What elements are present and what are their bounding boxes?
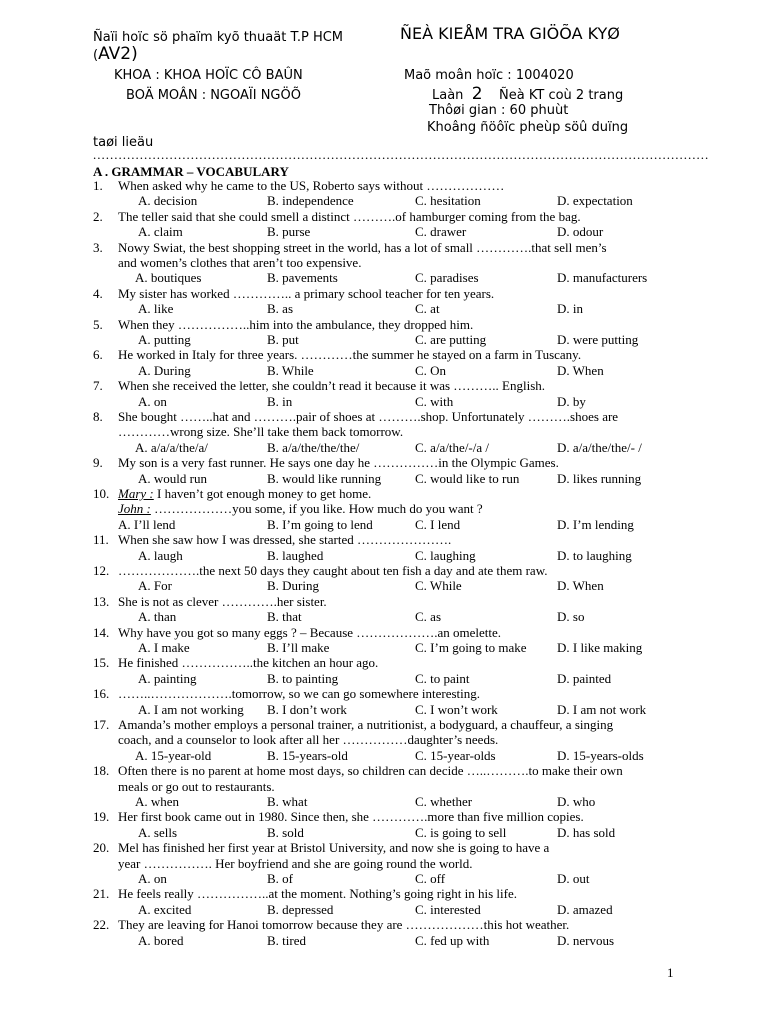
option-b[interactable]: B. I don’t work xyxy=(267,701,347,717)
option-a[interactable]: A. bored xyxy=(138,932,184,948)
option-d[interactable]: D. nervous xyxy=(557,932,615,948)
option-b[interactable]: B. depressed xyxy=(267,901,334,917)
question-text-cont: year ……………. Her boyfriend and she are going round the world. xyxy=(118,855,473,871)
option-b[interactable]: B. purse xyxy=(267,224,311,240)
option-a[interactable]: A. like xyxy=(138,301,174,317)
page-number: 1 xyxy=(667,965,674,980)
question-number: 3. xyxy=(93,239,103,255)
option-b[interactable]: B. in xyxy=(267,393,293,409)
question-text: ……………….the next 50 days they caught about ten fish a day and ate them raw. xyxy=(118,562,548,578)
question-18 xyxy=(93,763,683,809)
question-number: 15. xyxy=(93,655,110,671)
question-number: 16. xyxy=(93,686,110,702)
option-b[interactable]: B. that xyxy=(267,609,302,625)
options xyxy=(93,440,683,455)
option-a[interactable]: A. decision xyxy=(138,193,198,209)
option-b[interactable]: B. to painting xyxy=(267,670,339,686)
question-text: My son is a very fast runner. He says one day he ……………in the Olympic Games. xyxy=(118,455,559,471)
question-number: 5. xyxy=(93,316,103,332)
question-text: Often there is no parent at home most days, so children can decide …..……….to make their own xyxy=(118,763,623,779)
option-b[interactable]: B. laughed xyxy=(267,547,324,563)
option-c[interactable]: C. I’m going to make xyxy=(415,639,527,655)
option-b[interactable]: B. 15-years-old xyxy=(267,747,348,763)
question-text: Why have you got so many eggs ? – Because ……………….an omelette. xyxy=(118,624,502,640)
options xyxy=(93,871,683,886)
option-d[interactable]: D. were putting xyxy=(557,332,639,347)
faculty-label: KHOA : KHOA HOÏC CÔ BAÛN xyxy=(114,68,303,83)
option-a[interactable]: A. sells xyxy=(138,824,177,840)
options xyxy=(93,794,683,809)
course-code-value: AV2) xyxy=(98,44,138,64)
option-b[interactable]: B. tired xyxy=(267,932,306,948)
option-c[interactable]: C. off xyxy=(415,870,446,886)
option-d[interactable]: D. I like making xyxy=(557,639,643,655)
options xyxy=(93,640,683,655)
speaker-mary: Mary : xyxy=(118,485,154,501)
question-text: Mel has finished her first year at Bristol University, and now she is going to have a xyxy=(118,840,550,856)
option-a[interactable]: A. During xyxy=(138,362,191,378)
question-number: 4. xyxy=(93,285,103,301)
option-d[interactable]: D. to laughing xyxy=(557,547,632,563)
option-c[interactable]: C. drawer xyxy=(415,224,467,240)
option-a[interactable]: A. laugh xyxy=(138,547,183,563)
option-b[interactable]: B. independence xyxy=(267,193,354,209)
speaker-john: John : xyxy=(118,501,151,517)
question-10 xyxy=(93,486,683,532)
question-number: 12. xyxy=(93,562,110,578)
question-20 xyxy=(93,840,683,886)
option-a[interactable]: A. excited xyxy=(138,901,192,917)
question-number: 18. xyxy=(93,763,110,779)
option-d[interactable]: D. When xyxy=(557,578,604,594)
option-d[interactable]: D. out xyxy=(557,870,590,886)
subject-code: Maõ moân hoïc : 1004020 xyxy=(404,68,574,83)
question-number: 17. xyxy=(93,716,110,732)
option-a[interactable]: A. painting xyxy=(138,670,197,686)
question-number: 19. xyxy=(93,809,110,825)
dialogue-line: ………………you some, if you like. How much do you want ? xyxy=(150,501,483,517)
option-a[interactable]: A. 15-year-old xyxy=(135,747,212,763)
options xyxy=(93,224,683,239)
option-c[interactable]: C. 15-year-olds xyxy=(415,747,496,763)
question-number: 14. xyxy=(93,624,110,640)
option-c[interactable]: C. are putting xyxy=(415,332,487,347)
question-text: They are leaving for Hanoi tomorrow because they are ………………this hot weather. xyxy=(118,917,570,933)
options xyxy=(93,332,683,347)
question-15 xyxy=(93,655,683,686)
option-b[interactable]: B. of xyxy=(267,870,293,886)
question-4 xyxy=(93,286,683,317)
question-12 xyxy=(93,563,683,594)
options xyxy=(93,825,683,840)
question-text: Nowy Swiat, the best shopping street in the world, has a lot of small ………….that sell men’s xyxy=(118,239,607,255)
exam-pages: Ñeà KT coù 2 trang xyxy=(499,88,624,103)
option-d[interactable]: D. manufacturers xyxy=(557,270,648,286)
option-d[interactable]: D. so xyxy=(557,609,585,625)
option-d[interactable]: D. I’m lending xyxy=(557,516,634,532)
question-5 xyxy=(93,317,683,348)
question-17 xyxy=(93,717,683,763)
option-a[interactable]: A. I make xyxy=(138,639,190,655)
option-a[interactable]: A. I am not working xyxy=(138,701,244,717)
course-prefix: ( xyxy=(93,48,99,63)
question-text-cont: meals or go out to restaurants. xyxy=(118,778,275,794)
option-c[interactable]: C. interested xyxy=(415,901,481,917)
option-c[interactable]: C. paradises xyxy=(415,270,479,286)
options xyxy=(93,609,683,624)
option-b[interactable]: B. pavements xyxy=(267,270,338,286)
option-c[interactable]: C. On xyxy=(415,362,447,378)
option-d[interactable]: D. 15-years-olds xyxy=(557,747,644,763)
question-number: 6. xyxy=(93,347,103,363)
option-c[interactable]: C. I lend xyxy=(415,516,461,532)
question-text: I haven’t got enough money to get home. xyxy=(153,485,372,501)
option-a[interactable]: A. boutiques xyxy=(135,270,202,286)
option-c[interactable]: C. at xyxy=(415,301,440,317)
option-c[interactable]: C. whether xyxy=(415,793,473,809)
options xyxy=(93,471,683,486)
option-c[interactable]: C. hesitation xyxy=(415,193,481,209)
options xyxy=(93,548,683,563)
option-b[interactable]: B. I’m going to lend xyxy=(267,516,373,532)
option-c[interactable]: C. to paint xyxy=(415,670,470,686)
dotted-separator: ................................................................................................................................................. xyxy=(93,147,710,162)
question-9 xyxy=(93,455,683,486)
option-b[interactable]: B. put xyxy=(267,332,299,347)
option-b[interactable]: B. During xyxy=(267,578,319,594)
question-number: 22. xyxy=(93,917,110,933)
option-d[interactable]: D. has sold xyxy=(557,824,616,840)
question-text: He finished ……………..the kitchen an hour ago. xyxy=(118,655,379,671)
option-b[interactable]: B. would like running xyxy=(267,470,382,486)
options xyxy=(93,394,683,409)
question-number: 2. xyxy=(93,208,103,224)
option-b[interactable]: B. as xyxy=(267,301,293,317)
question-6 xyxy=(93,347,683,378)
option-c[interactable]: C. would like to run xyxy=(415,470,520,486)
question-16 xyxy=(93,686,683,717)
department-label: BOÄ MOÂN : NGOAÏI NGÖÕ xyxy=(126,88,301,103)
option-a[interactable]: A. I’ll lend xyxy=(118,516,176,532)
option-c[interactable]: C. fed up with xyxy=(415,932,490,948)
course-code xyxy=(93,46,138,64)
question-text-cont xyxy=(93,501,683,516)
question-13 xyxy=(93,594,683,625)
option-a[interactable]: A. putting xyxy=(138,332,191,347)
exam-title: ÑEÀ KIEÅM TRA GIÖÕA KYØ xyxy=(400,24,620,43)
option-c[interactable]: C. with xyxy=(415,393,454,409)
question-text: When she saw how I was dressed, she started …………………. xyxy=(118,532,452,548)
question-number: 20. xyxy=(93,840,110,856)
question-number: 21. xyxy=(93,886,110,902)
materials-note-cont: taøi lieäu xyxy=(93,135,154,150)
option-d[interactable]: D. When xyxy=(557,362,604,378)
exam-duration: Thôøi gian : 60 phuùt xyxy=(429,103,569,118)
question-text: He feels really ……………..at the moment. Nothing’s going right in his life. xyxy=(118,886,517,902)
options xyxy=(93,193,683,208)
question-text: Amanda’s mother employs a personal trainer, a nutritionist, a bodyguard, a chauffeur, a singing xyxy=(118,716,614,732)
section-title: A . GRAMMAR – VOCABULARY xyxy=(93,164,289,179)
question-text-cont: …………wrong size. She’ll take them back tomorrow. xyxy=(118,424,404,440)
options xyxy=(93,902,683,917)
question-3 xyxy=(93,240,683,286)
option-c[interactable]: C. a/a/the/-/a / xyxy=(415,439,490,455)
question-text: Her first book came out in 1980. Since then, she ………….more than five million copies. xyxy=(118,809,584,825)
question-19 xyxy=(93,809,683,840)
question-text: She bought ……..hat and ……….pair of shoes at ……….shop. Unfortunately ……….shoes are xyxy=(118,408,619,424)
question-text: When asked why he came to the US, Roberto says without ……………… xyxy=(118,178,505,193)
options xyxy=(93,301,683,316)
options xyxy=(93,933,683,948)
option-d[interactable]: D. amazed xyxy=(557,901,613,917)
option-b[interactable]: B. While xyxy=(267,362,314,378)
materials-note: Khoâng ñöôïc pheùp söû duïng xyxy=(427,120,629,135)
option-a[interactable]: A. than xyxy=(138,609,177,625)
question-list xyxy=(93,178,683,948)
question-1 xyxy=(93,178,683,209)
question-text: The teller said that she could smell a distinct ……….of hamburger coming from the bag. xyxy=(118,208,581,224)
options xyxy=(93,578,683,593)
option-c[interactable]: C. I won’t work xyxy=(415,701,498,717)
question-21 xyxy=(93,886,683,917)
option-d[interactable]: D. a/a/the/the/- / xyxy=(557,439,642,455)
option-a[interactable]: A. claim xyxy=(138,224,183,240)
question-number: 10. xyxy=(93,485,110,501)
option-a[interactable]: A. on xyxy=(138,870,167,886)
options xyxy=(93,270,683,285)
option-d[interactable]: D. expectation xyxy=(557,193,633,209)
option-b[interactable]: B. a/a/the/the/the/ xyxy=(267,439,360,455)
question-number: 13. xyxy=(93,593,110,609)
school-name: Ñaïi hoïc sö phaïm kyõ thuaät T.P HCM xyxy=(93,30,344,45)
attempt-label: Laàn xyxy=(432,88,464,103)
option-d[interactable]: D. painted xyxy=(557,670,612,686)
option-c[interactable]: C. is going to sell xyxy=(415,824,507,840)
question-2 xyxy=(93,209,683,240)
option-d[interactable]: D. likes running xyxy=(557,470,642,486)
question-text: My sister has worked ………….. a primary school teacher for ten years. xyxy=(118,285,495,301)
question-number: 7. xyxy=(93,378,103,394)
option-a[interactable]: A. when xyxy=(135,793,180,809)
question-text: ……..……………….tomorrow, so we can go somewhere interesting. xyxy=(118,686,481,702)
options xyxy=(93,748,683,763)
options xyxy=(93,671,683,686)
options xyxy=(93,517,683,532)
option-b[interactable]: B. what xyxy=(267,793,308,809)
options xyxy=(93,363,683,378)
question-number: 11. xyxy=(93,532,109,548)
option-b[interactable]: B. I’ll make xyxy=(267,639,330,655)
question-text: When she received the letter, she couldn’t read it because it was ……….. English. xyxy=(118,378,546,394)
option-d[interactable]: D. in xyxy=(557,301,583,317)
option-c[interactable]: C. laughing xyxy=(415,547,476,563)
question-text-cont: and women’s clothes that aren’t too expensive. xyxy=(118,255,362,270)
question-text: He worked in Italy for three years. …………the summer he stayed on a farm in Tuscany. xyxy=(118,347,582,363)
question-text: She is not as clever ………….her sister. xyxy=(118,593,327,609)
question-number: 9. xyxy=(93,455,103,471)
option-a[interactable]: A. on xyxy=(138,393,167,409)
option-a[interactable]: A. would run xyxy=(138,470,207,486)
option-b[interactable]: B. sold xyxy=(267,824,304,840)
option-a[interactable]: A. For xyxy=(138,578,172,594)
option-d[interactable]: D. I am not work xyxy=(557,701,647,717)
attempt-number: 2 xyxy=(471,84,483,104)
question-number: 8. xyxy=(93,408,103,424)
option-a[interactable]: A. a/a/a/the/a/ xyxy=(135,439,208,455)
question-14 xyxy=(93,625,683,656)
question-text: When they ……………..him into the ambulance, they dropped him. xyxy=(118,316,474,332)
question-text-cont: coach, and a counselor to look after all her ……………daughter’s needs. xyxy=(118,732,499,748)
question-22 xyxy=(93,917,683,948)
option-d[interactable]: D. by xyxy=(557,393,586,409)
question-number: 1. xyxy=(93,178,103,193)
option-c[interactable]: C. as xyxy=(415,609,441,625)
options xyxy=(93,702,683,717)
question-7 xyxy=(93,378,683,409)
question-11 xyxy=(93,532,683,563)
attempt-info xyxy=(432,86,623,104)
option-d[interactable]: D. odour xyxy=(557,224,604,240)
option-d[interactable]: D. who xyxy=(557,793,596,809)
option-c[interactable]: C. While xyxy=(415,578,462,594)
question-8 xyxy=(93,409,683,455)
